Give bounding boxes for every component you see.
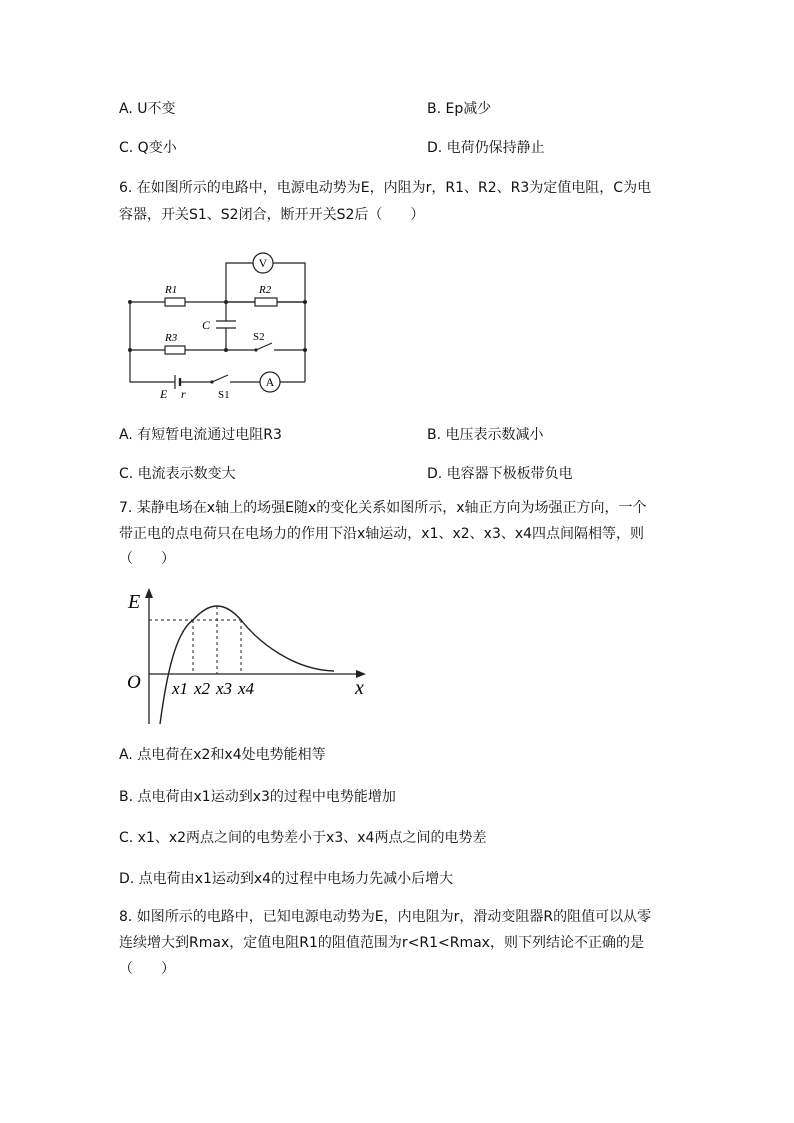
s1-label: S1: [218, 389, 230, 401]
q5-option-c: C. Q变小: [119, 140, 177, 156]
q7-option-b: B. 点电荷由x1运动到x3的过程中电势能增加: [119, 789, 396, 805]
origin-label: O: [127, 672, 141, 693]
q6-stem-line2: 容器，开关S1、S2闭合，断开开关S2后（ ）: [119, 207, 425, 223]
q7-option-a: A. 点电荷在x2和x4处电势能相等: [119, 747, 326, 763]
q8-stem-line3: （ ）: [119, 961, 175, 977]
q5-option-b: B. Ep减少: [427, 101, 492, 117]
x4-tick-label: x4: [238, 679, 255, 698]
q7-e-x-graph: [120, 582, 380, 730]
q7-stem-line2: 带正电的点电荷只在电场力的作用下沿x轴运动，x1、x2、x3、x4四点间隔相等，则: [119, 526, 645, 542]
x-axis-label: x: [355, 677, 364, 699]
ammeter-label: A: [265, 375, 275, 389]
q6-option-b: B. 电压表示数减小: [427, 427, 544, 443]
q7-stem-line1: 7. 某静电场在x轴上的场强E随x的变化关系如图所示，x轴正方向为场强正方向，一个: [119, 500, 647, 516]
y-axis-label: E: [128, 591, 141, 613]
q7-stem-line3: （ ）: [119, 551, 175, 567]
q7-option-c: C. x1、x2两点之间的电势差小于x3、x4两点之间的电势差: [119, 830, 487, 846]
r2-label: R2: [259, 284, 272, 296]
q5-option-d: D. 电荷仍保持静止: [427, 140, 545, 156]
q6-circuit-diagram: [120, 245, 320, 405]
capacitor-label: C: [202, 318, 211, 332]
q7-option-d: D. 点电荷由x1运动到x4的过程中电场力先减小后增大: [119, 871, 454, 887]
q6-option-c: C. 电流表示数变大: [119, 466, 236, 482]
q8-stem-line1: 8. 如图所示的电路中，已知电源电动势为E，内电阻为r，滑动变阻器R的阻值可以从零: [119, 909, 652, 925]
voltmeter-label: V: [258, 256, 268, 270]
x2-tick-label: x2: [194, 679, 211, 698]
q6-stem-line1: 6. 在如图所示的电路中，电源电动势为E，内阻为r，R1、R2、R3为定值电阻，C为电: [119, 180, 652, 196]
q5-option-a: A. U不变: [119, 101, 176, 117]
x1-tick-label: x1: [172, 679, 189, 698]
q6-option-d: D. 电容器下极板带负电: [427, 466, 573, 482]
r3-label: R3: [165, 332, 178, 344]
q6-option-a: A. 有短暂电流通过电阻R3: [119, 427, 282, 443]
emf-label: E: [160, 387, 168, 401]
q8-stem-line2: 连续增大到Rmax，定值电阻R1的阻值范围为r<R1<Rmax，则下列结论不正确的是: [119, 935, 644, 951]
s2-label: S2: [253, 331, 265, 343]
x3-tick-label: x3: [216, 679, 233, 698]
internal-resistance-label: r: [181, 387, 186, 401]
r1-label: R1: [165, 284, 178, 296]
